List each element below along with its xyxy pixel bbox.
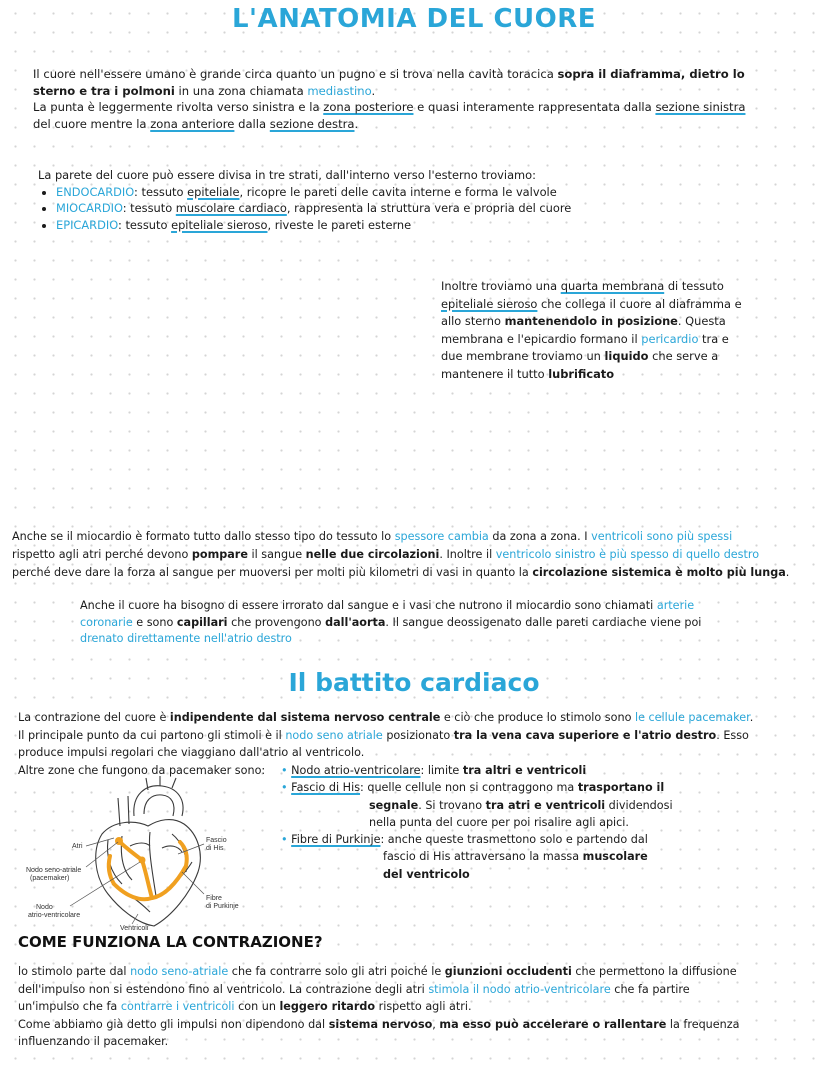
text: . [785,566,790,579]
term: sezione sinistra [655,100,746,114]
text: : limite [420,764,463,777]
term: epiteliale sieroso [441,296,538,311]
label-purkinje: Fibre [206,895,222,902]
label-purkinje-sub: di Purkinje [206,903,239,910]
text: pompare [191,548,248,561]
text: influenzando il pacemaker. [18,1035,169,1049]
section-title-battito: Il battito cardiaco [288,668,540,697]
label-av-node: Nodo [36,904,53,911]
term: contrarre i ventricoli [120,1000,235,1014]
label-his-sub: di His [206,845,224,852]
conduction-path [109,842,187,899]
text: lubrificato [548,366,615,381]
text: un'impulso che fa [18,1000,121,1014]
text: in una zona chiamata [174,83,308,98]
term: le cellule pacemaker [634,711,750,724]
text: indipendente dal sistema nervoso centrale [169,711,441,724]
text: . Si trovano [418,798,486,812]
text: che permettono la diffusione [571,965,737,978]
text: , riveste le pareti esterne [267,217,412,232]
section-title-contrazione: COME FUNZIONA LA CONTRAZIONE? [18,933,323,951]
text: dividendosi [605,798,673,812]
term: ventricoli sono più spessi [591,530,733,543]
text: Il cuore nell'essere umano è grande circa quanto un pugno e si trova nella cavità toracica [33,67,558,81]
zone-purkinje: • Fibre di Purkinje: anche queste trasmettono solo e partendo dal [281,833,648,847]
label-sa-node: Nodo seno-atriale [26,867,82,874]
text: circolazione sistemica è molto più lunga [532,566,786,579]
zone-av-node: • Nodo atrio-ventricolare: limite tra altri e ventricoli [281,764,587,777]
text: mantenere il tutto [441,366,549,381]
text: . Esso [716,728,749,742]
text: Inoltre troviamo una [441,279,561,293]
text: Anche se il miocardio è formato tutto dallo stesso tipo do tessuto lo [12,530,395,543]
text: La contrazione del cuore è [18,711,170,724]
text: fascio di His attraversano la massa [383,850,583,864]
text: MIOCARDIO [56,201,123,215]
text: con un [234,1000,280,1014]
label-sa-node-sub: (pacemaker) [30,875,70,882]
text: , ricopre le pareti delle cavita interne e forma le valvole [239,184,557,199]
text: : tessuto [134,184,188,199]
heart-conduction-diagram [22,776,262,934]
term: muscolare cardiaco [175,201,287,215]
text: : anche queste trasmettono solo e partendo dal [380,833,648,847]
text: due membrane troviamo un [441,349,605,363]
term: nodo seno atriale [285,728,383,742]
text: . [354,116,359,131]
text: la frequenza [666,1017,740,1031]
term: quarta membrana [560,279,665,293]
layer-miocardio [56,200,571,217]
term: arterie [656,599,695,612]
membrane-paragraph [441,278,742,383]
text: da zona a zona. I [488,530,592,543]
text: e ciò che produce lo stimolo sono [440,711,635,724]
text: e sono [132,615,177,629]
wall-layers-section [38,167,571,233]
text: nella punta del cuore per poi risalire agli apici. [369,815,629,829]
term: epiteliale sieroso [171,217,268,232]
text: . [371,83,376,98]
text: allo sterno [441,314,505,328]
text: e quasi interamente rappresentata dalla [413,100,656,114]
text: tra la vena cava superiore e l'atrio destro [453,728,717,742]
term: coronarie [80,615,133,629]
term: zona posteriore [323,100,414,114]
text: del cuore mentre la [33,116,151,131]
term: nodo seno-atriale [130,965,229,978]
text: produce impulsi regolari che viaggiano dall'atrio al ventricolo. [18,746,365,759]
term: zona anteriore [150,116,235,131]
text: membrana e l'epicardio formano il [441,331,642,346]
text: : tessuto [117,217,172,232]
text: La punta è leggermente rivolta verso sinistra e la [33,100,324,114]
layer-endocardio [56,184,571,201]
text: che provengono [227,615,326,629]
label-atri: Atri [72,843,83,850]
intro-paragraph [33,66,745,132]
wall-intro: La parete del cuore può essere divisa in tre strati, dall'interno verso l'esterno troviamo: [38,168,536,182]
text: , rappresenta la struttura vera e propria del cuore [286,201,572,215]
text: giunzioni occludenti [444,965,572,978]
zone-his: • Fascio di His: quelle cellule non si contraggono ma trasportano il [281,781,665,795]
text: EPICARDIO [56,217,118,232]
text: che fa contrarre solo gli atri poiché le [228,965,445,978]
layers-list [38,184,571,234]
text: mantenendolo in posizione [504,314,678,328]
label-av-node-sub: atrio-ventricolare [28,912,81,919]
text: capillari [176,615,228,629]
text: leggero ritardo [279,1000,376,1014]
myocardium-paragraph [12,528,789,582]
contraction-paragraph [18,963,739,1051]
text: : quelle cellule non si contraggono ma [360,781,578,795]
term: Nodo atrio-ventricolare [291,764,421,777]
text: il sangue [247,548,306,561]
text: trasportano il [577,781,665,795]
text: rispetto agli atri. [375,1000,472,1014]
layer-epicardio [56,217,571,234]
term: ventricolo sinistro è più spesso di quello destro [495,548,760,561]
text: dell'impulso non si estendono fino al ventricolo. La contrazione degli atri [18,982,429,996]
term-mediastino: mediastino [307,83,372,98]
text: sistema nervoso [328,1017,433,1031]
text: segnale [369,798,419,812]
term: epiteliale [187,184,240,199]
text: lo stimolo parte dal [18,965,131,978]
text: che serve a [648,349,719,363]
text: Come abbiamo già detto gli impulsi non dipendono dal [18,1017,329,1031]
text: Il principale punto da cui partono gli stimoli è il [18,728,286,742]
text: sterno e tra i polmoni [33,83,175,98]
text: , [432,1017,440,1031]
text: . Inoltre il [439,548,496,561]
text: ENDOCARDIO [56,184,135,199]
text: tra e [698,331,729,346]
term: Fascio di His [291,781,361,795]
text: posizionato [382,728,454,742]
term: stimola il nodo atrio-ventricolare [428,982,611,996]
page-title: L'ANATOMIA DEL CUORE [231,4,597,34]
term: sezione destra [269,116,355,131]
pacemaker-zones [281,762,673,883]
text: che collega il cuore al diaframma e [537,296,742,311]
text: perché deve dare la forza al sangue per muoversi per molti più kilometri di vasi in quanto la [12,566,533,579]
text: del ventricolo [383,867,470,881]
text: dall'aorta [325,615,386,629]
text: . Il sangue deossigenato dalle pareti cardiache viene poi [385,615,702,629]
term: pericardio [641,331,699,346]
text: . Questa [677,314,726,328]
text: liquido [604,349,649,363]
term: spessore cambia [394,530,489,543]
label-ventricoli: Ventricoli [120,925,149,932]
text: rispetto agli atri perché devono [12,548,192,561]
text: ma esso può accelerare o rallentare [439,1017,667,1031]
text: tra atri e ventricoli [485,798,606,812]
text: . [749,711,754,724]
text: dalla [234,116,270,131]
text: : tessuto [122,201,176,215]
text: di tessuto [664,279,724,293]
text: Anche il cuore ha bisogno di essere irrorato dal sangue e i vasi che nutrono il miocardio sono chiamati [80,599,657,612]
label-his: Fascio [206,837,227,844]
text: che fa partire [610,982,690,996]
term: drenato direttamente nell'atrio destro [80,632,292,645]
term: Fibre di Purkinje [291,833,381,847]
text: nelle due circolazioni [305,548,440,561]
text: sopra il diaframma, dietro lo [557,67,745,81]
text: muscolare [582,850,648,864]
coronary-paragraph [80,598,701,648]
text: Altre zone che fungono da pacemaker sono: [18,763,266,777]
text: tra altri e ventricoli [462,764,587,777]
